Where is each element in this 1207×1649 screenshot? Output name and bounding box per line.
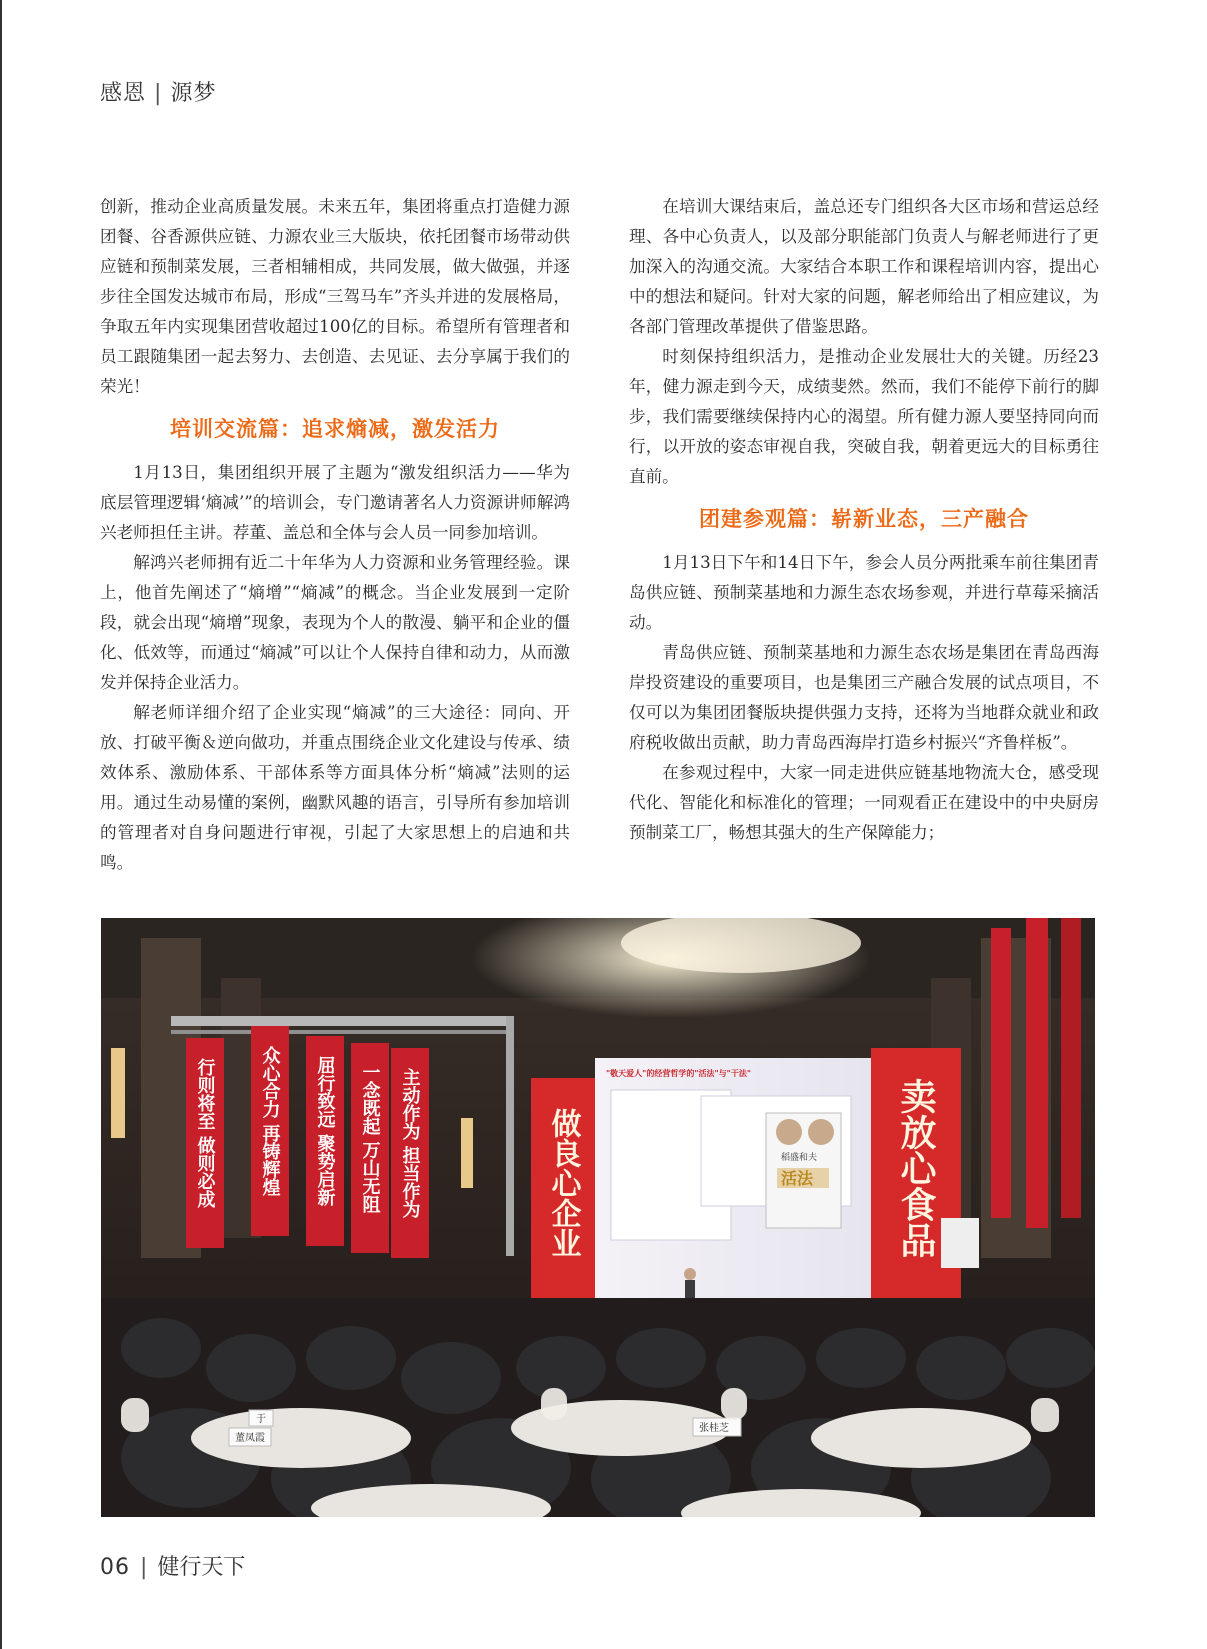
page-number: 06 bbox=[100, 1555, 130, 1580]
right-paragraph-1: 在培训大课结束后，盖总还专门组织各大区市场和营运总经理、各中心负责人，以及部分职能部门负责人与解老师进行了更加深入的沟通交流。大家结合本职工作和课程培训内容，提出心中的想法和疑问。针对大家的问题，解老师给出了相应建议，为各部门管理改革提供了借鉴思路。 bbox=[629, 197, 1099, 336]
section-title-teambuilding: 团建参观篇：崭新业态，三产融合 bbox=[699, 507, 1029, 531]
book-author: 稻盛和夫 bbox=[781, 1153, 818, 1163]
screen-heading: "敬天爱人"的经营哲学的"活法"与"干法" bbox=[606, 1069, 752, 1078]
screen-left-calligraphy: 做良心企业 bbox=[545, 1108, 581, 1258]
conference-photo bbox=[101, 918, 1095, 1517]
header-part1: 感恩 bbox=[100, 81, 147, 106]
header-separator: | bbox=[154, 81, 163, 106]
right-column bbox=[629, 192, 1099, 848]
magazine-name: 健行天下 bbox=[157, 1555, 246, 1580]
right-paragraph-4: 青岛供应链、预制菜基地和力源生态农场是集团在青岛西海岸投资建设的重要项目，也是集团三产融合发展的试点项目，不仅可以为集团团餐版块提供强力支持，还将为当地群众就业和政府税收做出贡献，助力青岛西海岸打造乡村振兴“齐鲁样板”。 bbox=[629, 643, 1099, 752]
book-title: 活法 bbox=[781, 1169, 814, 1188]
banner-5-text: 主动作为 担当作为 bbox=[399, 1068, 421, 1219]
left-paragraph-3: 解鸿兴老师拥有近二十年华为人力资源和业务管理经验。课上，他首先阐述了“熵增”“熵减”的概念。当企业发展到一定阶段，就会出现“熵增”现象，表现为个人的散漫、躺平和企业的僵化、低效等，而通过“熵减”可以让个人保持自律和动力，从而激发并保持企业活力。 bbox=[100, 553, 570, 692]
running-footer bbox=[100, 1550, 245, 1581]
banner-group bbox=[186, 1026, 429, 1258]
right-paragraph-2: 时刻保持组织活力，是推动企业发展壮大的关键。历经23年，健力源走到今天，成绩斐然。然而，我们不能停下前行的脚步，我们需要继续保持内心的渴望。所有健力源人要坚持同向而行，以开放的姿态审视自我，突破自我，朝着更远大的目标勇往直前。 bbox=[629, 347, 1099, 486]
running-header bbox=[100, 76, 216, 107]
footer-separator: | bbox=[140, 1555, 148, 1580]
right-paragraph-3: 1月13日下午和14日下午，参会人员分两批乘车前往集团青岛供应链、预制菜基地和力源生态农场参观，并进行草莓采摘活动。 bbox=[629, 553, 1099, 632]
banner-4-text: 一念既起 万山无阻 bbox=[359, 1063, 381, 1214]
left-column bbox=[100, 192, 570, 878]
banner-3-text: 屈行致远 聚势启新 bbox=[314, 1056, 336, 1207]
section-title-training: 培训交流篇：追求熵减，激发活力 bbox=[170, 417, 500, 441]
name-card-1: 董凤霞 bbox=[235, 1433, 265, 1444]
screen-right-calligraphy: 卖放心食品 bbox=[895, 1078, 937, 1258]
right-paragraph-5: 在参观过程中，大家一同走进供应链基地物流大仓，感受现代化、智能化和标准化的管理；一同观看正在建设中的中央厨房预制菜工厂，畅想其强大的生产保障能力； bbox=[629, 763, 1099, 842]
header-part2: 源梦 bbox=[170, 81, 217, 106]
name-card-3: 张桂芝 bbox=[699, 1423, 729, 1434]
left-paragraph-1: 创新，推动企业高质量发展。未来五年，集团将重点打造健力源团餐、谷香源供应链、力源农业三大版块，依托团餐市场带动供应链和预制菜发展，三者相辅相成，共同发展，做大做强，并逐步往全国发达城市布局，形成“三驾马车”齐头并进的发展格局，争取五年内实现集团营收超过100亿的目标。希望所有管理者和员工跟随集团一起去努力、去创造、去见证、去分享属于我们的荣光！ bbox=[100, 197, 570, 396]
page-edge-line bbox=[0, 0, 2, 1649]
name-card-2: 于 bbox=[256, 1414, 266, 1425]
left-paragraph-2: 1月13日，集团组织开展了主题为“激发组织活力——华为底层管理逻辑‘熵减’”的培训会，专门邀请著名人力资源讲师解鸿兴老师担任主讲。荐董、盖总和全体与会人员一同参加培训。 bbox=[100, 463, 570, 542]
banner-1-text: 行则将至 做则必成 bbox=[194, 1058, 216, 1209]
banner-2-text: 众心合力 再铸辉煌 bbox=[259, 1046, 281, 1197]
conference-photo-drawing bbox=[101, 918, 1095, 1517]
left-paragraph-4: 解老师详细介绍了企业实现“熵减”的三大途径：同向、开放、打破平衡＆逆向做功，并重点围绕企业文化建设与传承、绩效体系、激励体系、干部体系等方面具体分析“熵减”法则的运用。通过生动易懂的案例，幽默风趣的语言，引导所有参加培训的管理者对自身问题进行审视，引起了大家思想上的启迪和共鸣。 bbox=[100, 703, 570, 872]
